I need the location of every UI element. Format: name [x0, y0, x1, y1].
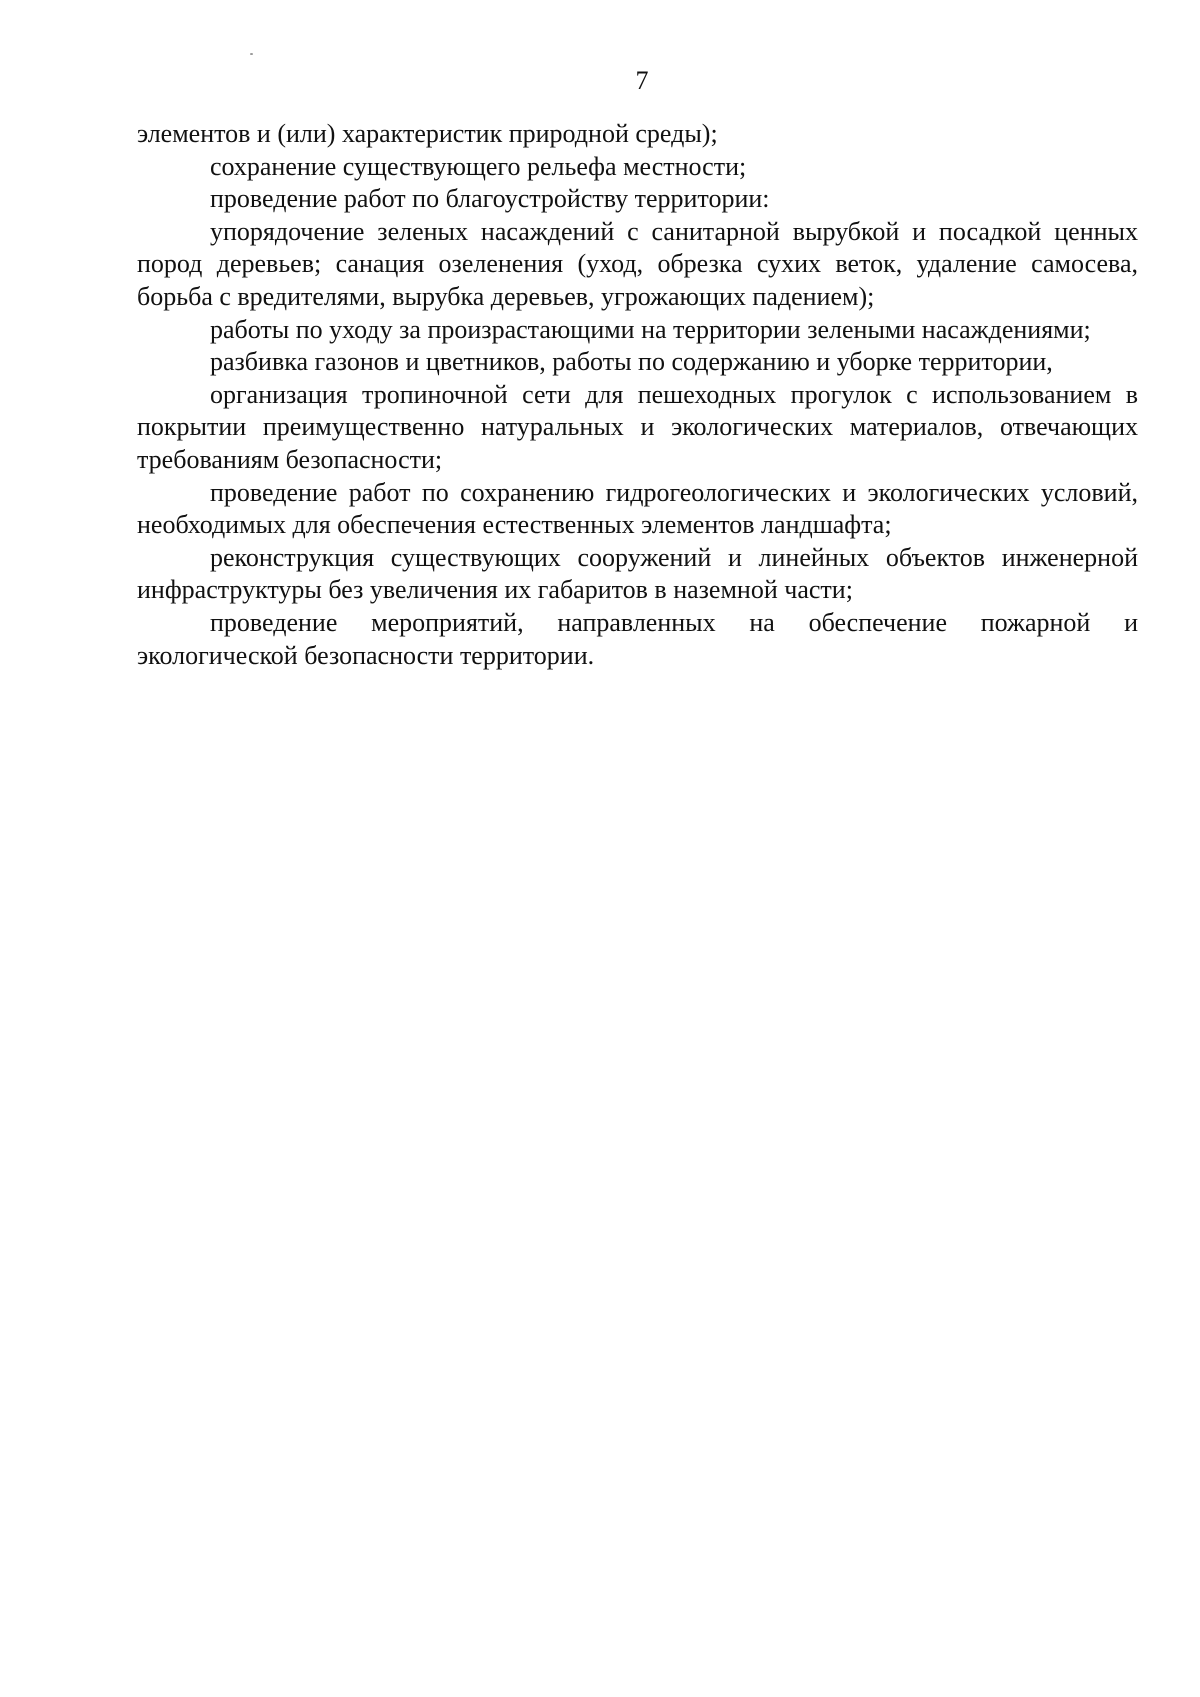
- paragraph-continuation: элементов и (или) характеристик природной среды);: [137, 119, 718, 148]
- paragraph-reconstruction: реконструкция существующих сооружений и линейных объектов инженерной инфраструктуры без увеличения их габаритов в наземной части;: [137, 542, 1138, 605]
- paragraph-paths: организация тропиночной сети для пешеходных прогулок с использованием в покрытии преимущественно натуральных и экологических материалов, отвечающих требованиям безопасности;: [137, 379, 1138, 474]
- paragraph-hydrogeology: проведение работ по сохранению гидрогеологических и экологических условий, необходимых для обеспечения естественных элементов ландшафта;: [137, 477, 1138, 540]
- page-number: 7: [635, 66, 649, 95]
- paragraph-green-planting: упорядочение зеленых насаждений с санитарной вырубкой и посадкой ценных пород деревьев; санация озеленения (уход, обрезка сухих веток, удаление самосева, борьба с вредителями, вырубка деревьев, угрожающих падением);: [137, 216, 1138, 311]
- body-text: [137, 118, 1138, 672]
- paragraph-relief: сохранение существующего рельефа местности;: [210, 151, 747, 181]
- paragraph-landscaping: проведение работ по благоустройству территории:: [210, 184, 770, 214]
- paragraph-safety: проведение мероприятий, направленных на обеспечение пожарной и экологической безопасности территории.: [137, 607, 1138, 670]
- paragraph-tree-care: работы по уходу за произрастающими на территории зелеными насаждениями;: [210, 314, 1091, 344]
- scan-speck: [250, 53, 253, 55]
- paragraph-lawns: разбивка газонов и цветников, работы по содержанию и уборке территории,: [210, 347, 1053, 377]
